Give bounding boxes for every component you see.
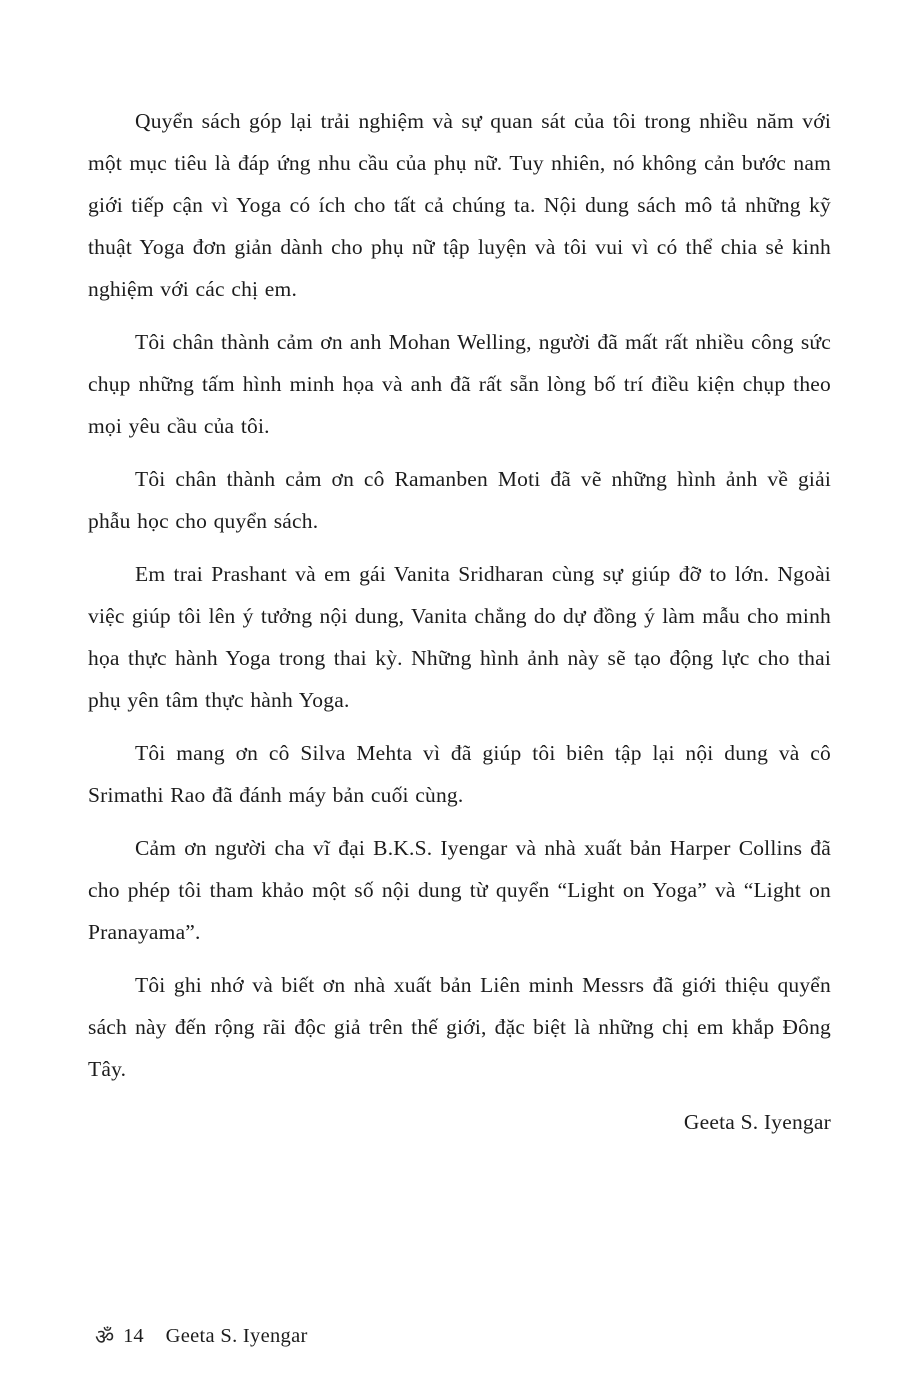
page-footer [95, 1321, 308, 1349]
paragraph: Cảm ơn người cha vĩ đại B.K.S. Iyengar và nhà xuất bản Harper Collins đã cho phép tôi tham khảo một số nội dung từ quyển “Light on Yoga” và “Light on Pranayama”. [88, 836, 831, 944]
om-icon: ॐ [95, 1325, 115, 1349]
paragraph: Quyển sách góp lại trải nghiệm và sự quan sát của tôi trong nhiều năm với một mục tiêu là đáp ứng nhu cầu của phụ nữ. Tuy nhiên, nó không cản bước nam giới tiếp cận vì Yoga có ích cho tất cả chúng ta. Nội dung sách mô tả những kỹ thuật Yoga đơn giản dành cho phụ nữ tập luyện và tôi vui vì có thể chia sẻ kinh nghiệm với các chị em. [88, 109, 831, 301]
paragraph: Tôi chân thành cảm ơn cô Ramanben Moti đã vẽ những hình ảnh về giải phẫu học cho quyển sách. [88, 467, 831, 533]
paragraph: Em trai Prashant và em gái Vanita Sridharan cùng sự giúp đỡ to lớn. Ngoài việc giúp tôi lên ý tưởng nội dung, Vanita chẳng do dự đồng ý làm mẫu cho minh họa thực hành Yoga trong thai kỳ. Những hình ảnh này sẽ tạo động lực cho thai phụ yên tâm thực hành Yoga. [88, 562, 831, 712]
paragraph: Tôi ghi nhớ và biết ơn nhà xuất bản Liên minh Messrs đã giới thiệu quyển sách này đến rộng rãi độc giả trên thế giới, đặc biệt là những chị em khắp Đông Tây. [88, 973, 831, 1081]
page-number: 14 [123, 1325, 144, 1347]
paragraph: Tôi chân thành cảm ơn anh Mohan Welling, người đã mất rất nhiều công sức chụp những tấm hình minh họa và anh đã rất sẵn lòng bố trí điều kiện chụp theo mọi yêu cầu của tôi. [88, 330, 831, 438]
paragraph: Tôi mang ơn cô Silva Mehta vì đã giúp tôi biên tập lại nội dung và cô Srimathi Rao đã đánh máy bản cuối cùng. [88, 741, 831, 807]
page-body-text [88, 100, 831, 1143]
author-signature: Geeta S. Iyengar [683, 1110, 831, 1134]
running-title: Geeta S. Iyengar [165, 1325, 308, 1347]
